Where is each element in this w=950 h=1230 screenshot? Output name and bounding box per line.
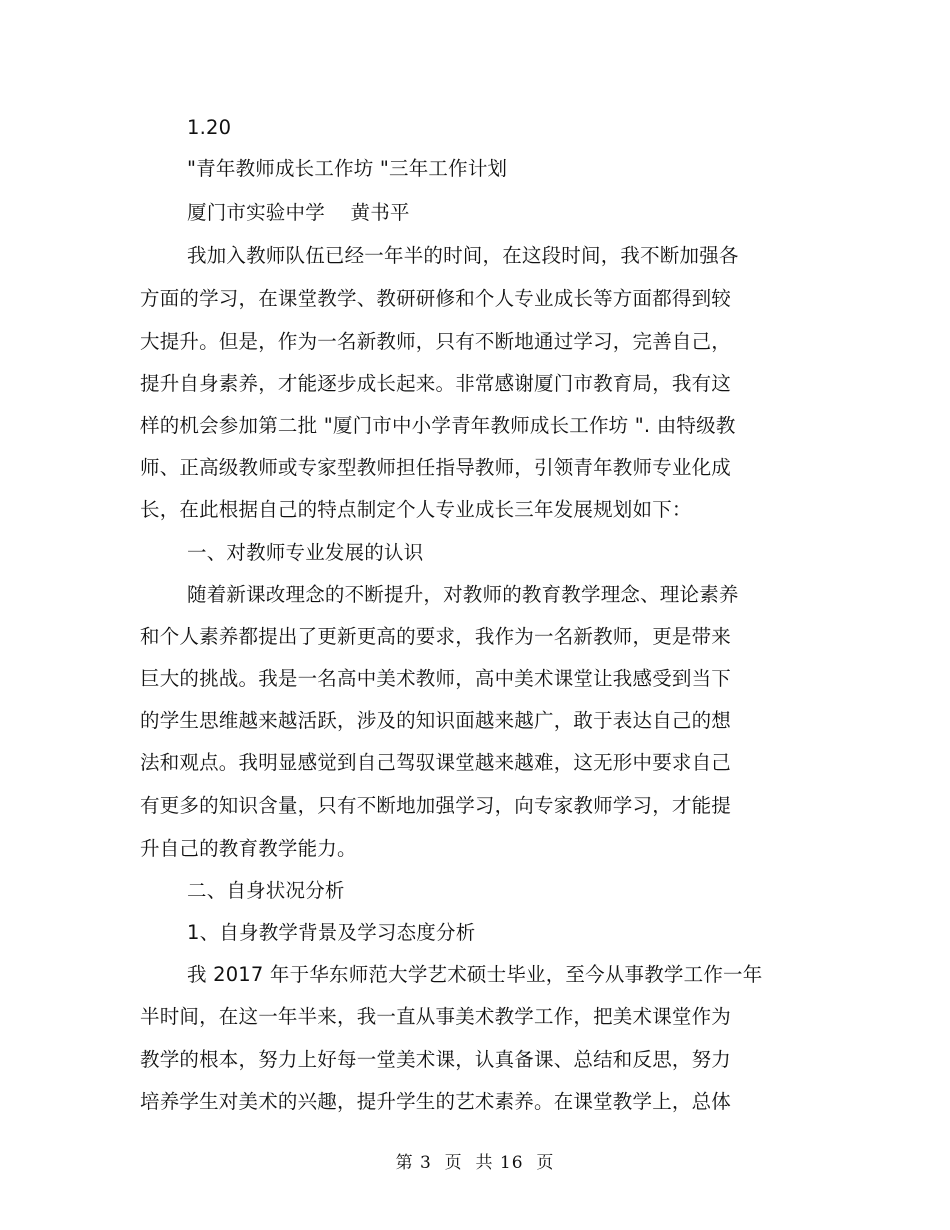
- paragraph-line: 长，在此根据自己的特点制定个人专业成长三年发展规划如下：: [140, 498, 692, 521]
- paragraph-line: 的学生思维越来越活跃，涉及的知识面越来越广，敢于表达自己的想: [140, 709, 732, 732]
- paragraph-line: 我加入教师队伍已经一年半的时间，在这段时间，我不断加强各: [187, 244, 739, 267]
- paragraph-line: 随着新课改理念的不断提升，对教师的教育教学理念、理论素养: [187, 583, 739, 606]
- section-heading-2: 二、自身状况分析: [187, 879, 345, 902]
- doc-author: 厦门市实验中学 黄书平: [187, 201, 410, 224]
- paragraph-line: 有更多的知识含量，只有不断地加强学习，向专家教师学习，才能提: [140, 794, 732, 817]
- paragraph-line: 我 2017 年于华东师范大学艺术硕士毕业，至今从事教学工作一年: [187, 963, 763, 986]
- paragraph-line: 提升自身素养，才能逐步成长起来。非常感谢厦门市教育局，我有这: [140, 372, 732, 395]
- paragraph-line: 方面的学习，在课堂教学、教研研修和个人专业成长等方面都得到较: [140, 287, 732, 310]
- paragraph-line: 培养学生对美术的兴趣，提升学生的艺术素养。在课堂教学上，总体: [140, 1090, 732, 1113]
- paragraph-line: 教学的根本，努力上好每一堂美术课，认真备课、总结和反思，努力: [140, 1048, 732, 1071]
- section-heading-1: 一、对教师专业发展的认识: [187, 541, 424, 564]
- page-number-footer: 第 3 页 共 16 页: [395, 1153, 555, 1173]
- paragraph-line: 和个人素养都提出了更新更高的要求，我作为一名新教师，更是带来: [140, 625, 732, 648]
- doc-title: "青年教师成长工作坊 "三年工作计划: [187, 157, 508, 180]
- paragraph-line: 法和观点。我明显感觉到自己驾驭课堂越来越难，这无形中要求自己: [140, 751, 732, 774]
- paragraph-line: 师、正高级教师或专家型教师担任指导教师，引领青年教师专业化成: [140, 456, 732, 479]
- paragraph-line: 大提升。但是，作为一名新教师，只有不断地通过学习，完善自己，: [140, 330, 732, 353]
- paragraph-line: 样的机会参加第二批 "厦门市中小学青年教师成长工作坊 ". 由特级教: [140, 414, 736, 437]
- paragraph-line: 升自己的教育教学能力。: [140, 837, 357, 860]
- subsection-heading: 1、自身教学背景及学习态度分析: [187, 921, 476, 944]
- doc-code: 1.20: [187, 116, 232, 139]
- paragraph-line: 巨大的挑战。我是一名高中美术教师，高中美术课堂让我感受到当下: [140, 667, 732, 690]
- paragraph-line: 半时间，在这一年半来，我一直从事美术教学工作，把美术课堂作为: [140, 1005, 732, 1028]
